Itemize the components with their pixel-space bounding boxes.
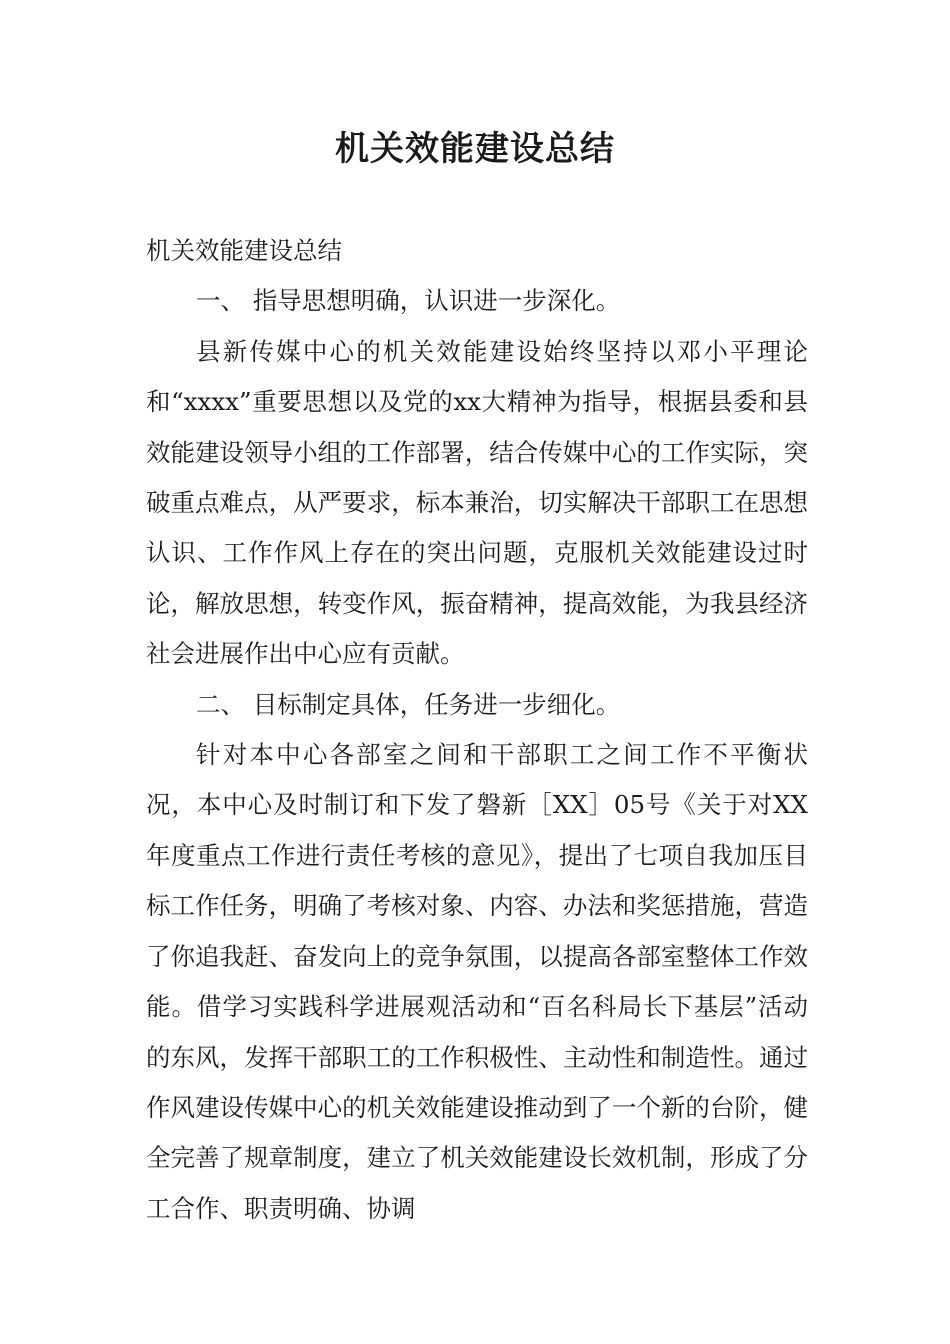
document-title: 机关效能建设总结	[335, 129, 615, 169]
document-subtitle: 机关效能建设总结	[146, 236, 342, 265]
section-heading-2: 二、 目标制定具体，任务进一步细化。	[196, 689, 621, 719]
section-heading-1: 一、 指导思想明确，认识进一步深化。	[196, 286, 621, 316]
body-paragraph-2: 针对本中心各部室之间和干部职工之间工作不平衡状况，本中心及时制订和下发了磐新［XX］05号《关于对XX年度重点工作进行责任考核的意见》，提出了七项自我加压目标工作任务，明确了考核对象、内容、办法和奖惩措施，营造了你追我赶、奋发向上的竞争氛围，以提高各部室整体工作效能。借学习实践科学进展观活动和“百名科局长下基层”活动的东风，发挥干部职工的工作积极性、主动性和制造性。通过作风建设传媒中心的机关效能建设推动到了一个新的台阶，健全完善了规章制度，建立了机关效能建设长效机制，形成了分工合作、职责明确、协调	[146, 740, 808, 1223]
document-body	[146, 226, 808, 1234]
body-paragraph-1: 县新传媒中心的机关效能建设始终坚持以邓小平理论和“xxxx”重要思想以及党的xx大精神为指导，根据县委和县效能建设领导小组的工作部署，结合传媒中心的工作实际，突破重点难点，从严要求，标本兼治，切实解决干部职工在思想认识、工作作风上存在的突出问题，克服机关效能建设过时论，解放思想，转变作风，振奋精神，提高效能，为我县经济社会进展作出中心应有贡献。	[146, 336, 808, 669]
